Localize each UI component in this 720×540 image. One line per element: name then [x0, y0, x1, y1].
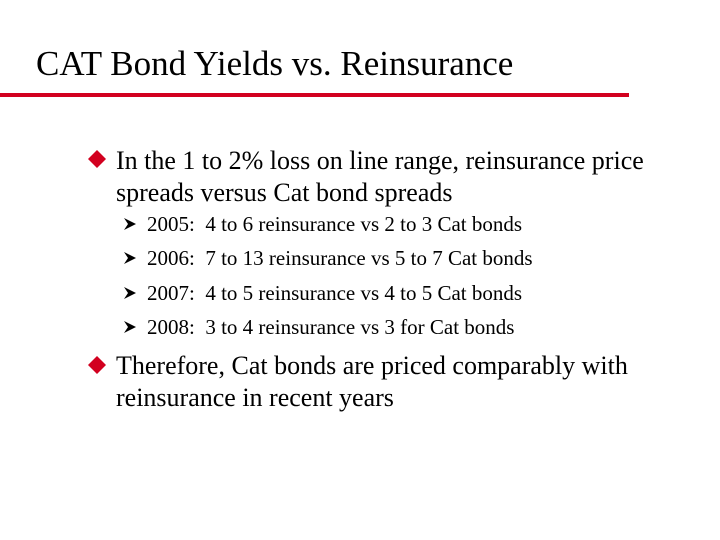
arrow-bullet-icon	[124, 218, 136, 230]
sub-bullet-text	[147, 241, 533, 275]
bullet-text	[116, 145, 706, 209]
sub-bullet-detail: 3 to 4 reinsurance vs 3 for Cat bonds	[205, 315, 515, 339]
sub-bullet-year: 2006:	[147, 246, 195, 270]
arrow-bullet-icon	[124, 252, 136, 264]
sub-bullet-detail: 7 to 13 reinsurance vs 5 to 7 Cat bonds	[205, 246, 533, 270]
arrow-bullet-icon	[124, 321, 136, 333]
slide-title: CAT Bond Yields vs. Reinsurance	[36, 44, 514, 83]
sub-bullet-detail: 4 to 6 reinsurance vs 2 to 3 Cat bonds	[205, 212, 523, 236]
arrow-bullet-icon	[124, 287, 136, 299]
title-underline	[0, 93, 629, 97]
sub-bullet-text	[147, 276, 522, 310]
bullet-text	[116, 350, 706, 414]
sub-bullet-year: 2007:	[147, 281, 195, 305]
sub-bullet-year: 2005:	[147, 212, 195, 236]
sub-bullet-text	[147, 207, 522, 241]
diamond-bullet-icon	[88, 150, 106, 168]
bullet-line: spreads versus Cat bond spreads	[116, 178, 453, 207]
bullet-line: reinsurance in recent years	[116, 383, 394, 412]
sub-bullet-year: 2008:	[147, 315, 195, 339]
sub-bullet-text	[147, 310, 514, 344]
bullet-line: Therefore, Cat bonds are priced comparably with	[116, 351, 628, 380]
diamond-bullet-icon	[88, 356, 106, 374]
bullet-line: In the 1 to 2% loss on line range, reinsurance price	[116, 146, 644, 175]
sub-bullet-detail: 4 to 5 reinsurance vs 4 to 5 Cat bonds	[205, 281, 523, 305]
